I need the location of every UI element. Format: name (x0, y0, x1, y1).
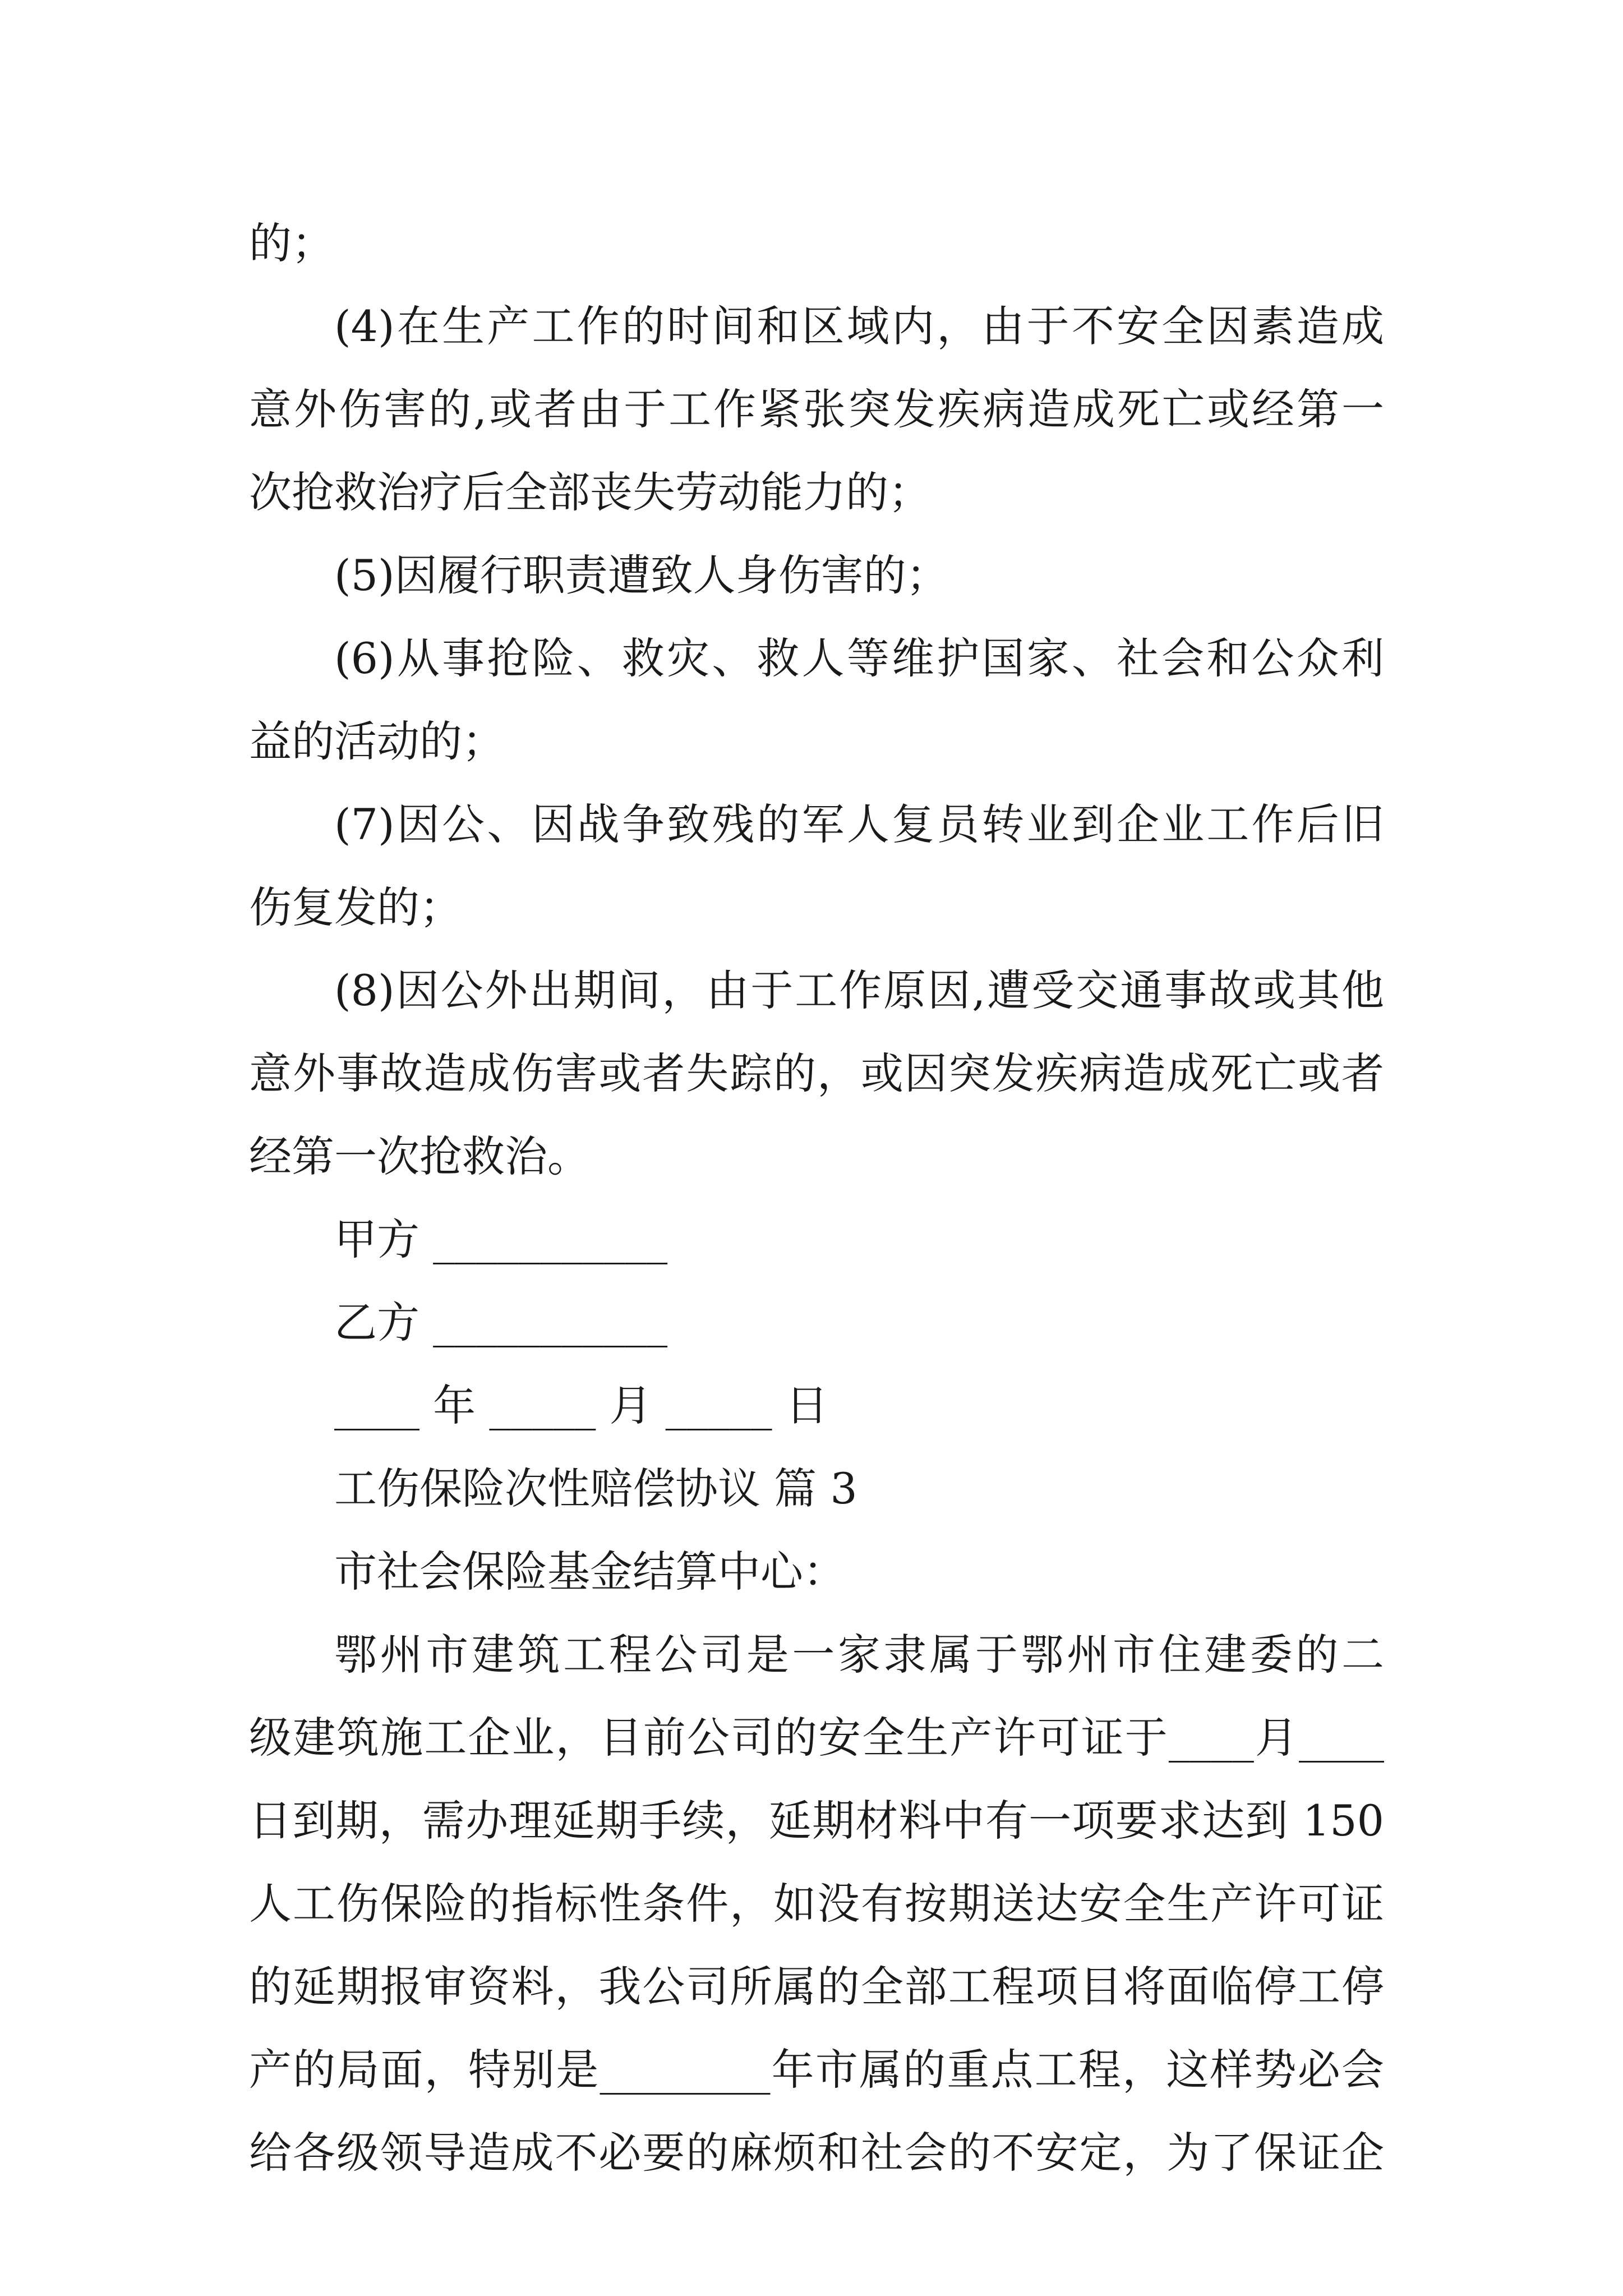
text-line-8: (7)因公、因战争致残的军人复员转业到企业工作后旧 (334, 799, 1384, 849)
text-line-5: (5)因履行职责遭致人身伤害的； (334, 550, 949, 600)
text-line-1: 的； (249, 218, 334, 268)
text-line-24: 给各级领导造成不必要的麻烦和社会的不安定，为了保证企 (249, 2128, 1384, 2178)
letter-salutation: 市社会保险基金结算中心： (334, 1547, 846, 1596)
text-line-11: 意外事故造成伤害或者失踪的，或因突发疾病造成死亡或者 (249, 1048, 1384, 1098)
party-a-signature-line: 甲方 ___________ (334, 1214, 668, 1264)
text-line-18: 鄂州市建筑工程公司是一家隶属于鄂州市住建委的二 (334, 1630, 1384, 1680)
text-line-21: 人工伤保险的指标性条件，如没有按期送达安全生产许可证 (249, 1879, 1384, 1929)
text-line-7: 益的活动的； (249, 716, 505, 766)
text-line-23: 产的局面，特别是________年市属的重点工程，这样势必会 (249, 2045, 1384, 2095)
text-line-4: 次抢救治疗后全部丧失劳动能力的； (249, 467, 931, 517)
text-line-2: (4)在生产工作的时间和区域内，由于不安全因素造成 (334, 301, 1384, 351)
text-line-20: 日到期，需办理延期手续，延期材料中有一项要求达到 150 (249, 1796, 1384, 1846)
text-line-6: (6)从事抢险、救灾、救人等维护国家、社会和公众利 (334, 633, 1384, 683)
text-line-12: 经第一次抢救治。 (249, 1131, 590, 1181)
text-line-9: 伤复发的； (249, 882, 462, 932)
text-line-22: 的延期报审资料，我公司所属的全部工程项目将面临停工停 (249, 1962, 1384, 2012)
section-heading: 工伤保险次性赔偿协议 篇 3 (334, 1464, 857, 1513)
text-line-10: (8)因公外出期间，由于工作原因,遭受交通事故或其他 (334, 965, 1384, 1015)
party-b-signature-line: 乙方 ___________ (334, 1297, 668, 1347)
text-line-3: 意外伤害的,或者由于工作紧张突发疾病造成死亡或经第一 (249, 384, 1384, 434)
date-line: ____ 年 _____ 月 _____ 日 (334, 1381, 828, 1430)
text-line-19: 级建筑施工企业，目前公司的安全生产许可证于____月____ (249, 1713, 1384, 1763)
document-body (249, 202, 1384, 2194)
